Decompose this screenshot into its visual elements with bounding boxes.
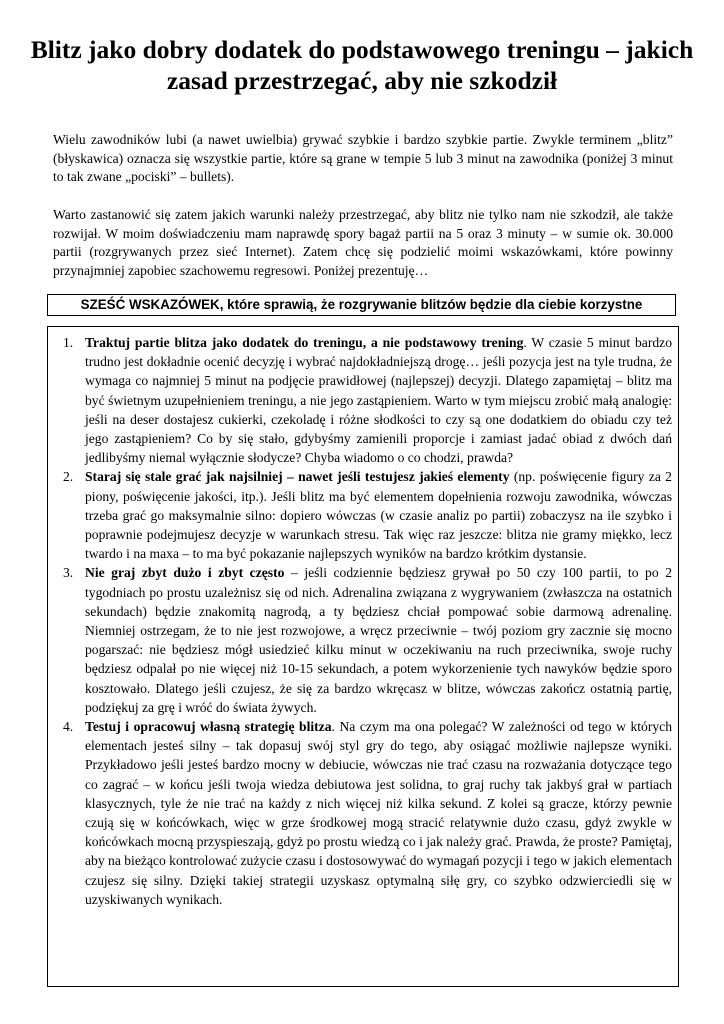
tip-text	[85, 563, 672, 717]
tip-number: 1.	[63, 335, 74, 350]
tip-text	[85, 467, 672, 563]
tip-heading: Traktuj partie blitza jako dodatek do treningu, a nie podstawowy trening	[85, 335, 524, 350]
tip-body: . W czasie 5 minut bardzo trudno jest dokładnie ocenić decyzję i wybrać najdokładniejszą drogę… jeśli pozycja jest na tyle trudna, że wymaga co najmniej 5 minut na podjęcie prawidłowej (najlepszej) decyzji. Dlatego zapamiętaj – blitz ma być świetnym uzupełnieniem treningu, a nie jego zastąpieniem. Warto w tym miejscu zrobić małą analogię: jeśli na deser dostajesz cukierki, czekoladę i różne słodkości to czy są one dodatkiem do obiadu czy też jego zastąpieniem? Co by się stało, gdybyśmy zamienili proporcje i zamiast jadać obiad z dwóch dań jedlibyśmy niemal wyłącznie słodycze? Chyba wiadomo o co chodzi, prawda?	[85, 335, 672, 466]
intro-paragraph-2: Warto zastanowić się zatem jakich warunki należy przestrzegać, aby blitz nie tylko nam nie szkodził, ale także rozwijał. W moim doświadczeniu mam naprawdę spory bagaż partii na 5 oraz 3 minuty – w sumie ok. 30.000 partii (rozgrywanych przez sieć Internet). Zatem chcę się podzielić moimi wskazówkami, które powinny przynajmniej zapobiec szachowemu regresowi. Poniżej prezentuję…	[53, 207, 673, 278]
tips-list	[48, 327, 678, 909]
tip-item	[48, 333, 672, 467]
tip-item	[48, 467, 672, 563]
intro-paragraph-1: Wielu zawodników lubi (a nawet uwielbia) grywać szybkie i bardzo szybkie partie. Zwykle terminem „blitz” (błyskawica) oznacza się wszystkie partie, które są grane w tempie 5 lub 3 minut na zawodnika (poniżej 3 minut to tak zwane „pociski” – bullets).	[53, 132, 673, 185]
document-title: Blitz jako dobry dodatek do podstawowego treningu – jakich zasad przestrzegać, aby nie szkodził	[30, 35, 694, 95]
tip-body: – jeśli codziennie będziesz grywał po 50 czy 100 partii, to po 2 tygodniach po prostu uzależnisz się od nich. Adrenalina związana z wygrywaniem (zwłaszcza na ostatnich sekundach) będzie znakomitą nagrodą, a ty będziesz chciał pompować sobie darmową adrenalinę. Niemniej ostrzegam, że to nie jest rozwojowe, a wręcz przeciwnie – twój poziom gry zacznie się mocno pogarszać: nie będziesz mógł usiedzieć kilku minut w oczekiwaniu na ruch przeciwnika, swoje ruchy będziesz odpalał po nie więcej niż 10-15 sekundach, a potem wykorzenienie tych nawyków będzie sporo kosztowało. Dlatego jeśli czujesz, że się za bardzo wkręcasz w blitze, wówczas zakończ ostatnią partię, podziękuj za grę i wróć do świata żywych.	[85, 565, 672, 715]
tip-heading: Nie graj zbyt dużo i zbyt często	[85, 565, 285, 581]
tip-item	[48, 717, 672, 909]
tips-box	[47, 326, 679, 987]
tip-number: 2.	[63, 469, 74, 485]
tip-body: . Na czym ma ona polegać? W zależności od tego w których elementach jesteś silny – tak dopasuj swój styl gry do tego, aby osiągać możliwie najlepsze wyniki. Przykładowo jeśli jesteś bardzo mocny w debiucie, wówczas nie trać czasu na rozważania dotyczące tego co zagrać – w końcu jeśli twoja wiedza debiutowa jest solidna, to graj ruchy tak jakbyś grał w partiach klasycznych, tyle że nie trać na każdy z nich więcej niż kilka sekund. Z kolei są gracze, którzy pewnie czują się w końcówkach, więc w grze środkowej mogą stracić relatywnie dużo czasu, gdyż zwykle w końcówkach mocną przyspieszają, gdyż po prostu wiedzą co i jak należy grać. Prawda, że proste? Pamiętaj, aby na bieżąco kontrolować zużycie czasu i dostosowywać do wymagań pozycji i tego w jakich elementach czujesz się silny. Dzięki takiej strategii uzyskasz optymalną siłę gry, co szybko odzwierciedli się w uzyskiwanych wynikach.	[85, 719, 672, 907]
tip-number: 4.	[63, 719, 74, 735]
tip-number: 3.	[63, 565, 74, 581]
tip-text	[85, 333, 672, 467]
tip-heading: Testuj i opracowuj własną strategię blitza	[85, 719, 332, 735]
tip-body: (np. poświęcenie figury za 2 piony, poświęcenie jakości, itp.). Jeśli blitz ma być elementem dopełnienia rozwoju zawodnika, wówczas trzeba grać go maksymalnie silno: dopiero wówczas (w czasie analiz po partii) zobaczysz na ile szybko i poprawnie podejmujesz decyzje w warunkach stresu. Tak więc raz jeszcze: blitza nie gramy miękko, lecz twardo i na maxa – to ma być pokazanie najlepszych wyników na bardzo krótkim dystansie.	[85, 469, 672, 562]
tips-banner: SZEŚĆ WSKAZÓWEK, które sprawią, że rozgrywanie blitzów będzie dla ciebie korzystne	[47, 294, 676, 316]
tip-heading: Staraj się stale grać jak najsilniej – nawet jeśli testujesz jakieś elementy	[85, 469, 510, 485]
tip-text	[85, 717, 672, 909]
tip-item	[48, 563, 672, 717]
